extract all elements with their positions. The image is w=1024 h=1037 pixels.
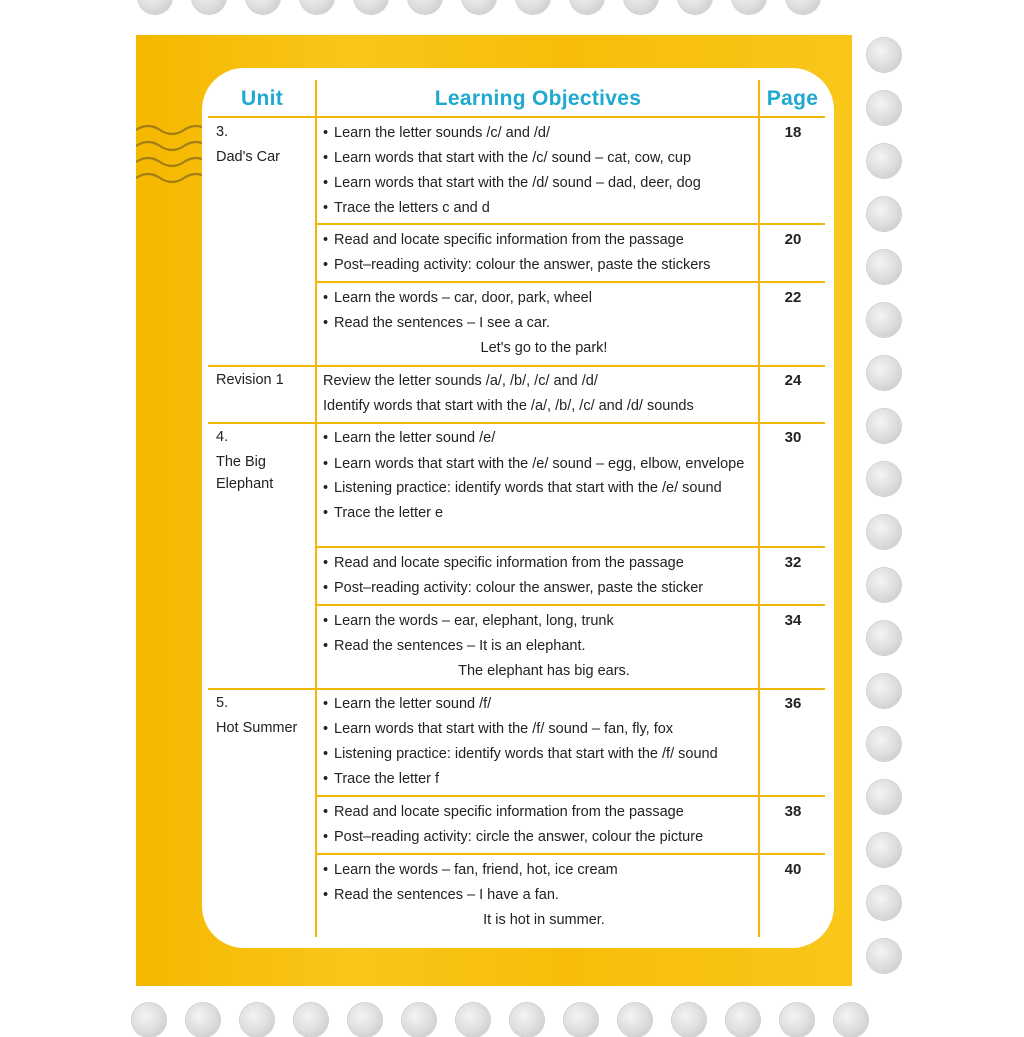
perforation-dot — [678, 0, 712, 14]
objective-line — [323, 476, 753, 501]
objective-line — [323, 576, 753, 601]
perforation-dot — [867, 303, 901, 337]
perforation-dot — [867, 568, 901, 602]
divider-objectives-page — [758, 80, 760, 937]
objective-line — [323, 825, 753, 850]
objectives-cell — [323, 228, 753, 278]
bullet-icon: • — [323, 290, 329, 306]
perforation-dot — [510, 1003, 544, 1037]
objective-line — [323, 767, 753, 792]
perforation-dot — [867, 833, 901, 867]
objective-line — [323, 286, 753, 311]
objectives-cell — [323, 692, 753, 792]
perforation-dot — [867, 250, 901, 284]
objective-text: Learn words that start with the /e/ sound – egg, elbow, envelope — [334, 456, 745, 472]
perforation-dot — [186, 1003, 220, 1037]
top-perforation — [138, 0, 820, 14]
perforation-dot — [867, 886, 901, 920]
header-unit: Unit — [240, 87, 284, 110]
page-number: 36 — [784, 695, 802, 712]
objective-text: Read and locate specific information from the passage — [334, 804, 684, 820]
objective-line — [323, 742, 753, 767]
unit-label-line: Elephant — [216, 476, 274, 492]
perforation-dot — [867, 409, 901, 443]
unit-label — [216, 368, 284, 393]
perforation-dot — [192, 0, 226, 14]
objective-line — [323, 883, 753, 908]
bullet-icon: • — [323, 456, 329, 472]
unit-label — [216, 120, 280, 170]
objective-text: Learn the words – fan, friend, hot, ice cream — [334, 862, 618, 878]
objective-line — [323, 426, 753, 451]
objective-line — [323, 394, 753, 419]
perforation-dot — [867, 91, 901, 125]
perforation-dot — [786, 0, 820, 14]
objective-line — [323, 858, 753, 883]
header-page: Page — [766, 87, 819, 110]
objective-line — [323, 551, 753, 576]
unit-rule — [208, 365, 825, 367]
perforation-dot — [867, 515, 901, 549]
objective-line — [323, 311, 753, 336]
perforation-dot — [348, 1003, 382, 1037]
perforation-dot — [867, 38, 901, 72]
objective-line — [323, 336, 753, 361]
objective-line — [323, 369, 753, 394]
row-rule — [316, 223, 825, 225]
page-number: 38 — [784, 803, 802, 820]
objective-text: Read the sentences – I have a fan. — [334, 887, 559, 903]
bullet-icon: • — [323, 555, 329, 571]
objective-line — [323, 908, 753, 933]
page-number: 22 — [784, 289, 802, 306]
bullet-icon: • — [323, 746, 329, 762]
unit-label-line: 3. — [216, 124, 229, 140]
bullet-icon: • — [323, 125, 329, 141]
objective-line — [323, 634, 753, 659]
bullet-icon: • — [323, 150, 329, 166]
objective-text: Learn words that start with the /c/ sound – cat, cow, cup — [334, 150, 692, 166]
row-rule — [316, 281, 825, 283]
perforation-dot — [138, 0, 172, 14]
perforation-dot — [732, 0, 766, 14]
header-rule — [208, 116, 825, 118]
perforation-dot — [564, 1003, 598, 1037]
page-number: 34 — [784, 612, 802, 629]
objective-text: Learn the letter sound /f/ — [334, 696, 492, 712]
bullet-icon: • — [323, 200, 329, 216]
objective-line — [323, 609, 753, 634]
objective-text: Identify words that start with the /a/, /b/, /c/ and /d/ sounds — [323, 398, 694, 414]
bullet-icon: • — [323, 505, 329, 521]
perforation-dot — [867, 674, 901, 708]
objectives-cell — [323, 609, 753, 684]
right-perforation — [867, 38, 901, 973]
objectives-cell — [323, 286, 753, 361]
bottom-perforation — [132, 1003, 868, 1037]
page-number: 24 — [784, 372, 802, 389]
bullet-icon: • — [323, 175, 329, 191]
perforation-dot — [132, 1003, 166, 1037]
objectives-cell — [323, 551, 753, 601]
objective-line — [323, 800, 753, 825]
perforation-dot — [354, 0, 388, 14]
unit-label-line: 4. — [216, 429, 229, 445]
bullet-icon: • — [323, 638, 329, 654]
bullet-icon: • — [323, 232, 329, 248]
perforation-dot — [246, 0, 280, 14]
bullet-icon: • — [323, 696, 329, 712]
objective-text: Read and locate specific information from the passage — [334, 232, 684, 248]
objective-text: Listening practice: identify words that start with the /e/ sound — [334, 480, 722, 496]
objective-line — [323, 692, 753, 717]
objective-text: Listening practice: identify words that start with the /f/ sound — [334, 746, 718, 762]
objective-text: Learn the letter sound /e/ — [334, 430, 496, 446]
bullet-icon: • — [323, 480, 329, 496]
objective-line — [323, 455, 753, 473]
objective-text: Learn the words – car, door, park, wheel — [334, 290, 592, 306]
bullet-icon: • — [323, 580, 329, 596]
row-rule — [316, 546, 825, 548]
perforation-dot — [867, 780, 901, 814]
objective-line — [323, 196, 753, 221]
bullet-icon: • — [323, 315, 329, 331]
perforation-dot — [834, 1003, 868, 1037]
page-number: 32 — [784, 554, 802, 571]
objective-text: Read and locate specific information from the passage — [334, 555, 684, 571]
page-number: 20 — [784, 231, 802, 248]
objective-text: Read the sentences – I see a car. — [334, 315, 551, 331]
perforation-dot — [294, 1003, 328, 1037]
objectives-cell — [323, 369, 753, 419]
objective-text: Post–reading activity: colour the answer, paste the stickers — [334, 257, 711, 273]
header-learning-objectives: Learning Objectives — [434, 87, 642, 110]
objective-line — [323, 659, 753, 684]
objective-line — [323, 717, 753, 742]
objective-line — [323, 146, 753, 171]
bullet-icon: • — [323, 721, 329, 737]
perforation-dot — [867, 621, 901, 655]
bullet-icon: • — [323, 862, 329, 878]
objective-line — [323, 121, 753, 146]
objective-text: Let's go to the park! — [480, 340, 608, 356]
objective-text: The elephant has big ears. — [458, 663, 630, 679]
unit-label — [216, 425, 273, 493]
objective-line — [323, 228, 753, 253]
perforation-dot — [867, 197, 901, 231]
page-number: 40 — [784, 861, 802, 878]
perforation-dot — [867, 356, 901, 390]
perforation-dot — [618, 1003, 652, 1037]
objective-text: Learn the words – ear, elephant, long, trunk — [334, 613, 614, 629]
perforation-dot — [867, 144, 901, 178]
perforation-dot — [300, 0, 334, 14]
bullet-icon: • — [323, 430, 329, 446]
perforation-dot — [456, 1003, 490, 1037]
perforation-dot — [780, 1003, 814, 1037]
objective-text: Post–reading activity: circle the answer, colour the picture — [334, 829, 704, 845]
perforation-dot — [240, 1003, 274, 1037]
perforation-dot — [726, 1003, 760, 1037]
objectives-cell — [323, 426, 753, 526]
objective-line — [323, 501, 753, 526]
perforation-dot — [570, 0, 604, 14]
objective-text: Trace the letter e — [334, 505, 444, 521]
unit-rule — [208, 422, 825, 424]
objective-text: Read the sentences – It is an elephant. — [334, 638, 586, 654]
perforation-dot — [402, 1003, 436, 1037]
bullet-icon: • — [323, 804, 329, 820]
perforation-dot — [672, 1003, 706, 1037]
objective-line — [323, 171, 753, 196]
bullet-icon: • — [323, 613, 329, 629]
objectives-cell — [323, 858, 753, 933]
objectives-cell — [323, 121, 753, 221]
objective-text: Review the letter sounds /a/, /b/, /c/ and /d/ — [323, 373, 598, 389]
unit-rule — [208, 688, 825, 690]
objective-text: Post–reading activity: colour the answer, paste the sticker — [334, 580, 704, 596]
perforation-dot — [624, 0, 658, 14]
bullet-icon: • — [323, 771, 329, 787]
bullet-icon: • — [323, 257, 329, 273]
objective-text: Learn the letter sounds /c/ and /d/ — [334, 125, 551, 141]
objectives-cell — [323, 800, 753, 850]
perforation-dot — [516, 0, 550, 14]
bullet-icon: • — [323, 887, 329, 903]
unit-label-line: Dad's Car — [216, 149, 281, 165]
perforation-dot — [408, 0, 442, 14]
row-rule — [316, 795, 825, 797]
unit-label-line: Revision 1 — [216, 372, 284, 388]
objective-text: It is hot in summer. — [483, 912, 605, 928]
objective-text: Learn words that start with the /d/ sound – dad, deer, dog — [334, 175, 701, 191]
page-number: 30 — [784, 429, 802, 446]
row-rule — [316, 853, 825, 855]
bullet-icon: • — [323, 829, 329, 845]
page-number: 18 — [784, 124, 802, 141]
unit-label — [216, 691, 297, 741]
divider-unit-objectives — [315, 80, 317, 937]
objective-text: Trace the letters c and d — [334, 200, 490, 216]
objective-text: Trace the letter f — [334, 771, 440, 787]
unit-label-line: The Big — [216, 454, 266, 470]
unit-label-line: 5. — [216, 695, 229, 711]
perforation-dot — [462, 0, 496, 14]
row-rule — [316, 604, 825, 606]
objective-text: Learn words that start with the /f/ sound – fan, fly, fox — [334, 721, 674, 737]
perforation-dot — [867, 939, 901, 973]
objective-line — [323, 253, 753, 278]
unit-label-line: Hot Summer — [216, 720, 298, 736]
perforation-dot — [867, 727, 901, 761]
perforation-dot — [867, 462, 901, 496]
